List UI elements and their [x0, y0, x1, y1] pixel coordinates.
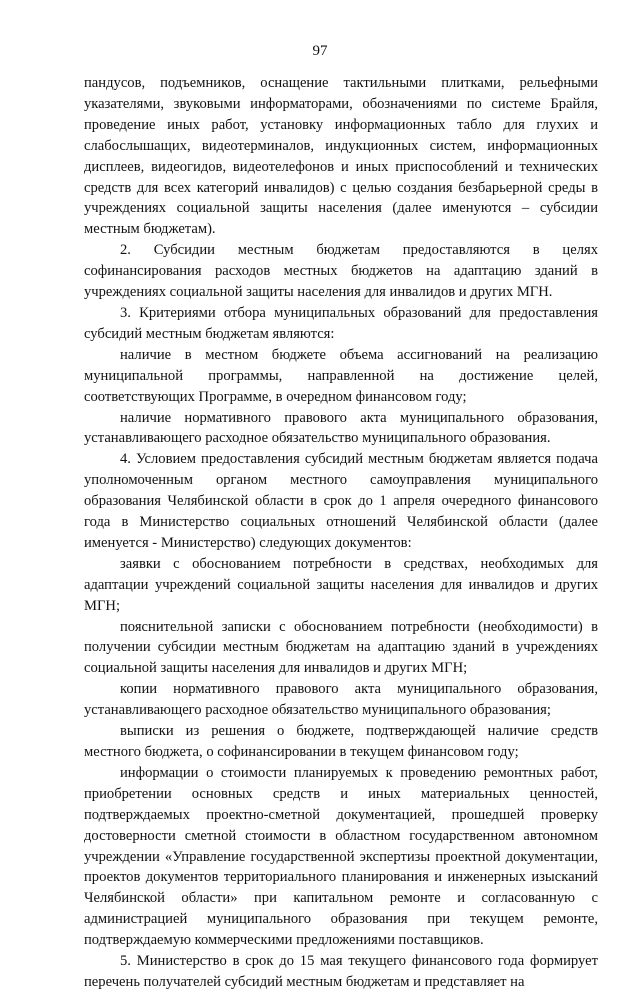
page-number: 97: [312, 43, 328, 59]
document-item-5: информации о стоимости планируемых к проведению ремонтных работ, приобретении основных средств и иных материальных ценностей, подтверждаемых проектно-сметной документацией, прошедшей проверку достоверности сметной стоимости в областном государственном автономном учреждении «Управление государственной экспертизы проектной документации, проектов документов территориального планирования и инженерных изысканий Челябинской области» при капитальном ремонте и согласованную с администрацией муниципального образования при текущем ремонте, подтверждаемую коммерческими предложениями поставщиков.: [84, 764, 598, 949]
criterion-1: наличие в местном бюджете объема ассигнований на реализацию муниципальной программы, направленной на достижение целей, соответствующих Программе, в очередном финансовом году;: [84, 346, 598, 405]
paragraph-5: 5. Министерство в срок до 15 мая текущего финансового года формирует перечень получателей субсидий местным бюджетам и представляет на: [84, 953, 598, 990]
paragraph-continuation: пандусов, подъемников, оснащение тактильными плитками, рельефными указателями, звуковыми информаторами, обозначениями по системе Брайля, проведение иных работ, установку информационных табло для глухих и слабослышащих, видеотерминалов, индукционных систем, информационных дисплеев, видеогидов, видеотелефонов и иных приспособлений и технических средств для всех категорий инвалидов) с целью создания безбарьерной среды в учреждениях социальной защиты населения (далее именуются – субсидии местным бюджетам).: [84, 75, 598, 238]
document-item-2: пояснительной записки с обоснованием потребности (необходимости) в получении субсидии местным бюджетам на адаптацию зданий в учреждениях социальной защиты населения для инвалидов и других МГН;: [84, 618, 598, 677]
document-item-3: копии нормативного правового акта муниципального образования, устанавливающего расходное обязательство муниципального образования;: [84, 681, 598, 719]
document-item-1: заявки с обоснованием потребности в средствах, необходимых для адаптации учреждений социальной защиты населения для инвалидов и других МГН;: [84, 555, 598, 614]
document-item-4: выписки из решения о бюджете, подтверждающей наличие средств местного бюджета, о софинансировании в текущем финансовом году;: [84, 723, 598, 760]
paragraph-2: 2. Субсидии местным бюджетам предоставляются в целях софинансирования расходов местных бюджетов на адаптацию зданий в учреждениях социальной защиты населения для инвалидов и других МГН.: [84, 242, 598, 301]
paragraph-3: 3. Критериями отбора муниципальных образований для предоставления субсидий местным бюджетам являются:: [84, 304, 598, 342]
criterion-2: наличие нормативного правового акта муниципального образования, устанавливающего расходное обязательство муниципального образования.: [84, 409, 598, 447]
paragraph-4: 4. Условием предоставления субсидий местным бюджетам является подача уполномоченным органом местного самоуправления муниципального образования Челябинской области в срок до 1 апреля очередного финансового года в Министерство социальных отношений Челябинской области (далее именуется - Министерство) следующих документов:: [84, 451, 598, 551]
document-body: [84, 73, 598, 993]
